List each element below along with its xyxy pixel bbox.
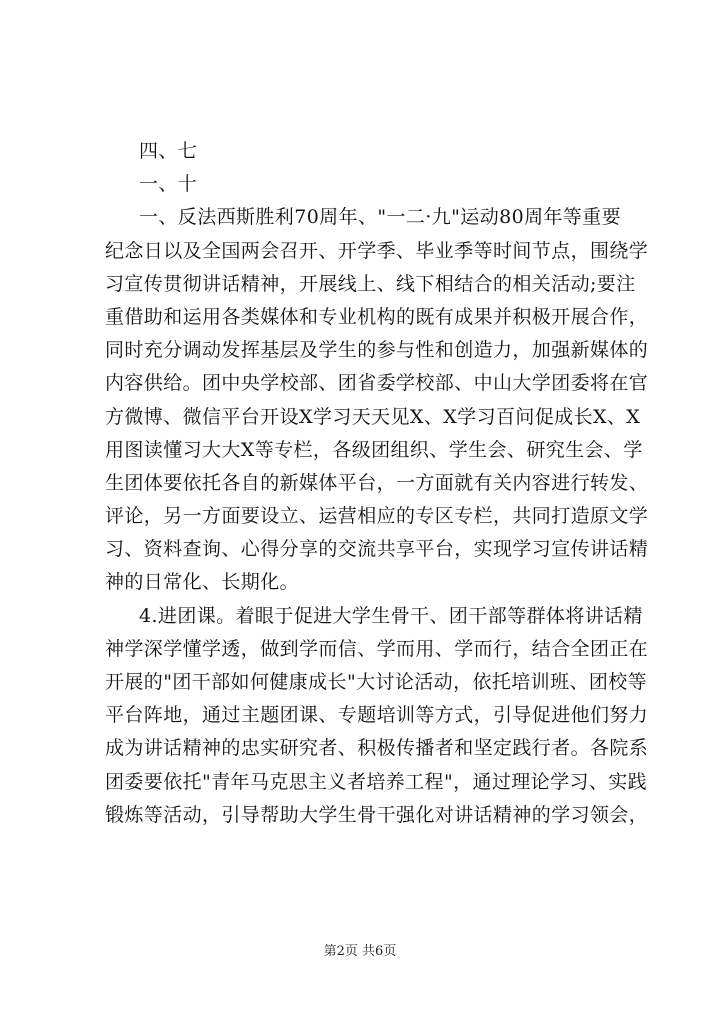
text-line: 一、反法西斯胜利70周年、"一二·九"运动80周年等重要: [139, 206, 622, 229]
text-line: 方微博、微信平台开设X学习天天见X、X学习百问促成长X、X: [105, 405, 641, 428]
text-line: 一、十: [139, 173, 198, 196]
text-line: 同时充分调动发挥基层及学生的参与性和创造力，加强新媒体的: [105, 339, 649, 362]
text-line: 成为讲话精神的忠实研究者、积极传播者和坚定践行者。各院系: [105, 737, 649, 760]
text-line: 习宣传贯彻讲话精神，开展线上、线下相结合的相关活动;要注: [105, 272, 636, 295]
text-line: 团委要依托"青年马克思主义者培养工程"，通过理论学习、实践: [105, 770, 648, 793]
text-line: 神学深学懂学透，做到学而信、学而用、学而行，结合全团正在: [105, 637, 649, 660]
text-line: 平台阵地，通过主题团课、专题培训等方式，引导促进他们努力: [105, 704, 649, 727]
body-text: [105, 135, 649, 832]
page-number-footer: 第2页 共6页: [323, 944, 397, 959]
text-line: 内容供给。团中央学校部、团省委学校部、中山大学团委将在官: [105, 372, 649, 395]
text-line: 开展的"团干部如何健康成长"大讨论活动，依托培训班、团校等: [105, 671, 648, 693]
text-line: 用图读懂习大大X等专栏，各级团组织、学生会、研究生会、学: [105, 438, 643, 461]
text-line: 评论，另一方面要设立、运营相应的专区专栏，共同打造原文学: [105, 505, 649, 528]
text-line: 神的日常化、长期化。: [105, 571, 300, 594]
text-line: 四、七: [139, 140, 198, 162]
text-line: 重借助和运用各类媒体和专业机构的既有成果并积极开展合作，: [105, 305, 649, 328]
text-line: 4.进团课。着眼于促进大学生骨干、团干部等群体将讲话精: [139, 604, 643, 627]
text-line: 锻炼等活动，引导帮助大学生骨干强化对讲话精神的学习领会，: [105, 803, 649, 826]
text-line: 习、资料查询、心得分享的交流共享平台，实现学习宣传讲话精: [105, 538, 649, 561]
text-line: 纪念日以及全国两会召开、开学季、毕业季等时间节点，围绕学: [105, 239, 649, 262]
text-line: 生团体要依托各自的新媒体平台，一方面就有关内容进行转发、: [105, 471, 649, 494]
